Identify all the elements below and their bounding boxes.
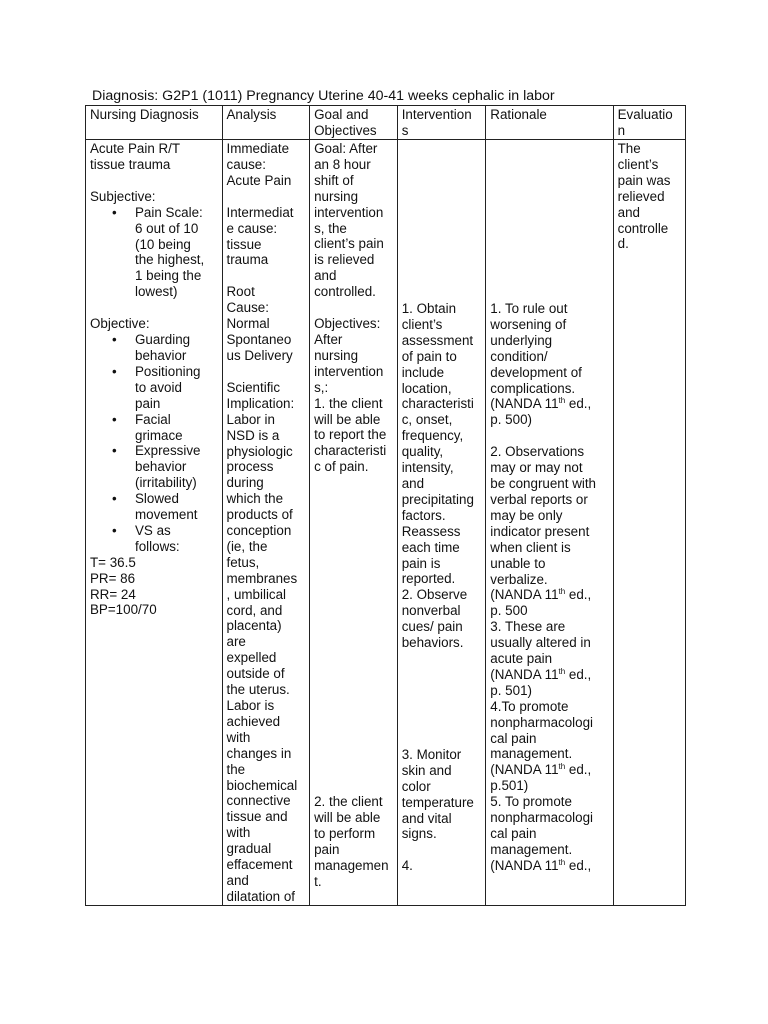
rationale-3-ref: [490, 667, 608, 699]
text-line: unable to: [490, 555, 546, 571]
text-line: condition/: [490, 348, 548, 364]
rationale-5: [490, 794, 608, 858]
text-line: gradual: [226, 841, 272, 857]
analysis-cell: [222, 140, 310, 906]
text-line: is relieved: [314, 252, 375, 268]
table-header-row: [86, 106, 686, 140]
text-line: placenta): [226, 618, 282, 634]
text-line: RR= 24: [90, 586, 136, 602]
objective-list: [90, 332, 218, 555]
text-line: Acute Pain: [226, 172, 292, 188]
text-line: expelled: [226, 650, 277, 666]
text-line: nonpharmacologi: [490, 810, 594, 826]
text-line: Labor is: [226, 698, 275, 713]
text-line: acute pain: [490, 651, 553, 667]
text-line: Intervention: [401, 107, 472, 122]
text-line: an 8 hour: [314, 156, 371, 172]
text-line: intervention: [314, 363, 384, 379]
text-line: with: [226, 729, 251, 745]
text-line: effacement: [226, 857, 293, 873]
text-line: will be able: [314, 810, 381, 826]
text-line: 1. Obtain: [401, 301, 457, 316]
text-line: usually altered in: [490, 635, 591, 651]
rationale-3: [490, 619, 608, 667]
text-line: NSD is a: [226, 427, 280, 443]
list-item: • Positioning to avoid pain: [135, 364, 218, 412]
text-line: temperature: [401, 794, 474, 810]
text-line: Reassess: [401, 523, 461, 539]
text-line: and: [226, 872, 249, 888]
text-line: T= 36.5: [90, 554, 136, 570]
text-line: Labor in: [226, 411, 275, 427]
text-line: n: [617, 122, 626, 138]
text-line: and: [617, 204, 640, 220]
text-line: frequency,: [401, 428, 464, 444]
text-line: Evaluatio: [617, 107, 673, 122]
evaluation-text: [618, 141, 681, 252]
text-line: to perform: [314, 825, 376, 841]
text-line: intensity,: [401, 460, 454, 476]
text-line: , umbilical: [226, 586, 287, 602]
list-item: • VS as follows:: [135, 523, 218, 555]
goal-text: [314, 141, 393, 300]
text-line: intervention: [314, 204, 384, 220]
rationale-1: [490, 301, 608, 396]
list-item: • Expressive behavior (irritability): [135, 443, 218, 491]
text-line: verbal reports or: [490, 491, 588, 507]
vital-signs: [90, 555, 218, 619]
text-line: may be only: [490, 507, 563, 523]
rationale-2-ref: [490, 587, 608, 619]
text-line: Objectives:: [314, 316, 381, 332]
text-line: indicator present: [490, 523, 590, 539]
reference-page: p. 500): [490, 412, 532, 428]
text-line: client’s: [617, 156, 659, 172]
text-line: outside of: [226, 666, 285, 682]
intervention-4: 4.: [401, 858, 413, 874]
reference-line: (NANDA 11th ed.,: [490, 666, 592, 682]
text-line: management.: [490, 841, 573, 857]
text-line: After: [314, 331, 343, 347]
reference-page: p.501): [490, 778, 529, 794]
text-line: trauma: [226, 252, 269, 268]
text-line: pain: [314, 841, 340, 857]
text-line: which the: [226, 491, 284, 507]
reference-line: (NANDA 11th ed.,: [490, 762, 592, 778]
text-line: Implication:: [226, 395, 295, 411]
text-line: d.: [617, 236, 629, 252]
text-line: PR= 86: [90, 570, 136, 586]
text-line: relieved: [617, 188, 665, 204]
rationale-cell: [486, 140, 613, 906]
text-line: worsening of: [490, 316, 567, 332]
text-line: 4.To promote: [490, 698, 569, 714]
text-line: Cause:: [226, 300, 269, 316]
rationale-4: [490, 699, 608, 763]
text-line: underlying: [490, 332, 553, 348]
text-line: cal pain: [490, 826, 537, 841]
text-line: managemen: [314, 857, 389, 873]
text-line: location,: [401, 380, 452, 396]
text-line: controlle: [617, 220, 669, 236]
text-line: fetus,: [226, 554, 260, 570]
text-line: connective: [226, 793, 291, 809]
text-line: nonverbal: [401, 603, 461, 619]
text-line: assessment: [401, 332, 474, 348]
text-line: tissue and: [226, 809, 288, 825]
text-line: cord, and: [226, 602, 283, 618]
text-line: pain was: [617, 172, 671, 188]
text-line: the: [226, 761, 246, 777]
objective-2: [314, 794, 393, 889]
header-goal-objectives: [310, 106, 398, 140]
scientific-implication: [227, 380, 306, 905]
text-line: (ie, the: [226, 538, 268, 554]
interventions-1-2: [402, 301, 482, 651]
rationale-1-ref: [490, 396, 608, 428]
reference-line: (NANDA 11th ed.,: [490, 396, 592, 412]
nursing-care-plan-table: [85, 105, 686, 906]
reference-line: (NANDA 11th ed.,: [490, 587, 592, 603]
text-line: reported.: [401, 571, 456, 587]
text-line: BP=100/70: [90, 602, 157, 618]
text-line: changes in: [226, 745, 292, 761]
text-line: management.: [490, 746, 573, 762]
text-line: 2. Observe: [401, 587, 468, 603]
rationale-5-ref: [490, 858, 608, 874]
text-line: The: [617, 141, 641, 156]
text-line: Immediate: [226, 141, 290, 156]
text-line: quality,: [401, 444, 444, 460]
list-item: • Facial grimace: [135, 412, 218, 444]
text-line: each time: [401, 539, 460, 555]
text-line: cal pain: [490, 730, 537, 746]
text-line: 2. the client: [314, 794, 383, 810]
text-line: e cause:: [226, 220, 278, 236]
text-line: biochemical: [226, 777, 298, 793]
text-line: may or may not: [490, 460, 583, 476]
text-line: factors.: [401, 507, 446, 523]
nursing-diagnosis-cell: [86, 140, 223, 906]
root-cause: [227, 284, 306, 364]
reference-page: p. 501): [490, 682, 532, 698]
text-line: the uterus.: [226, 682, 290, 698]
text-line: client’s: [401, 316, 443, 332]
text-line: s: [401, 122, 409, 138]
table-body-row: [86, 140, 686, 906]
text-line: skin and: [401, 762, 452, 778]
text-line: Root: [226, 284, 255, 300]
header-analysis: Analysis: [222, 106, 310, 140]
text-line: membranes: [226, 570, 298, 586]
text-line: be congruent with: [490, 476, 597, 492]
text-line: when client is: [490, 539, 571, 555]
text-line: characteristi: [314, 443, 387, 459]
text-line: and vital: [401, 810, 452, 826]
text-line: 5. To promote: [490, 794, 572, 810]
text-line: products of: [226, 507, 293, 523]
subjective-label: Subjective:: [90, 188, 156, 204]
text-line: Goal and: [314, 107, 369, 122]
intermediate-cause: [227, 205, 306, 269]
text-line: characteristi: [401, 396, 474, 412]
text-line: achieved: [226, 713, 281, 729]
text-line: nonpharmacologi: [490, 714, 594, 730]
text-line: s, the: [314, 220, 347, 236]
text-line: tissue: [226, 236, 262, 252]
text-line: shift of: [314, 172, 354, 188]
list-item: • Pain Scale: 6 out of 10 (10 being the highest, 1 being the lowest): [135, 205, 218, 300]
header-nursing-diagnosis: Nursing Diagnosis: [86, 106, 223, 140]
text-line: signs.: [401, 826, 437, 842]
rationale-2: [490, 444, 608, 587]
text-line: will be able: [314, 411, 381, 427]
text-line: 2. Observations: [490, 444, 585, 460]
text-line: process: [226, 459, 274, 475]
list-item: • Slowed movement: [135, 491, 218, 523]
text-line: color: [401, 778, 431, 794]
text-line: 1. To rule out: [490, 301, 568, 316]
immediate-cause: [227, 141, 306, 189]
text-line: cause:: [226, 156, 266, 172]
text-line: during: [226, 475, 264, 491]
text-line: include: [401, 364, 445, 380]
header-rationale: Rationale: [486, 106, 613, 140]
text-line: t.: [314, 873, 322, 889]
reference-line: (NANDA 11th ed.,: [490, 857, 592, 873]
text-line: and: [401, 475, 425, 491]
text-line: s,:: [314, 379, 329, 395]
text-line: Scientific: [226, 379, 281, 395]
text-line: tissue trauma: [90, 156, 171, 172]
text-line: behaviors.: [401, 635, 464, 651]
header-interventions: [397, 106, 486, 140]
text-line: dilatation of: [226, 888, 295, 904]
text-line: physiologic: [226, 443, 293, 459]
goal-objectives-cell: [310, 140, 398, 906]
text-line: Spontaneo: [226, 332, 292, 348]
text-line: 1. the client: [314, 395, 383, 411]
objective-label: Objective:: [90, 316, 150, 332]
text-line: 3. Monitor: [401, 746, 462, 762]
text-line: Goal: After: [314, 141, 378, 156]
diagnosis-statement: [90, 141, 218, 173]
reference-page: p. 500: [490, 603, 528, 619]
interventions-cell: [397, 140, 486, 906]
objectives-text: [314, 316, 393, 475]
text-line: Intermediat: [226, 204, 294, 220]
text-line: with: [226, 825, 251, 841]
list-item: • Guarding behavior: [135, 332, 218, 364]
text-line: nursing: [314, 188, 359, 204]
text-line: nursing: [314, 347, 359, 363]
text-line: us Delivery: [226, 347, 293, 363]
text-line: pain is: [401, 555, 441, 571]
header-evaluation: [613, 106, 685, 140]
text-line: are: [226, 634, 246, 650]
text-line: development of: [490, 364, 582, 380]
text-line: controlled.: [314, 284, 376, 300]
text-line: cues/ pain: [401, 619, 463, 635]
text-line: Objectives: [314, 122, 377, 138]
text-line: 3. These are: [490, 619, 566, 635]
text-line: Normal: [226, 316, 270, 332]
text-line: complications.: [490, 380, 576, 396]
intervention-3: [402, 747, 482, 842]
rationale-4-ref: [490, 762, 608, 794]
text-line: of pain to: [401, 348, 457, 364]
text-line: client’s pain: [314, 236, 384, 252]
text-line: and: [314, 268, 337, 284]
text-line: verbalize.: [490, 571, 548, 587]
diagnosis-line: Diagnosis: G2P1 (1011) Pregnancy Uterine 40-41 weeks cephalic in labor: [92, 88, 555, 104]
subjective-list: [90, 205, 218, 300]
text-line: Acute Pain R/T: [90, 141, 181, 156]
text-line: conception: [226, 523, 292, 539]
text-line: to report the: [314, 427, 387, 443]
evaluation-cell: [613, 140, 685, 906]
text-line: c, onset,: [401, 412, 453, 428]
text-line: precipitating: [401, 491, 474, 507]
text-line: c of pain.: [314, 459, 369, 475]
